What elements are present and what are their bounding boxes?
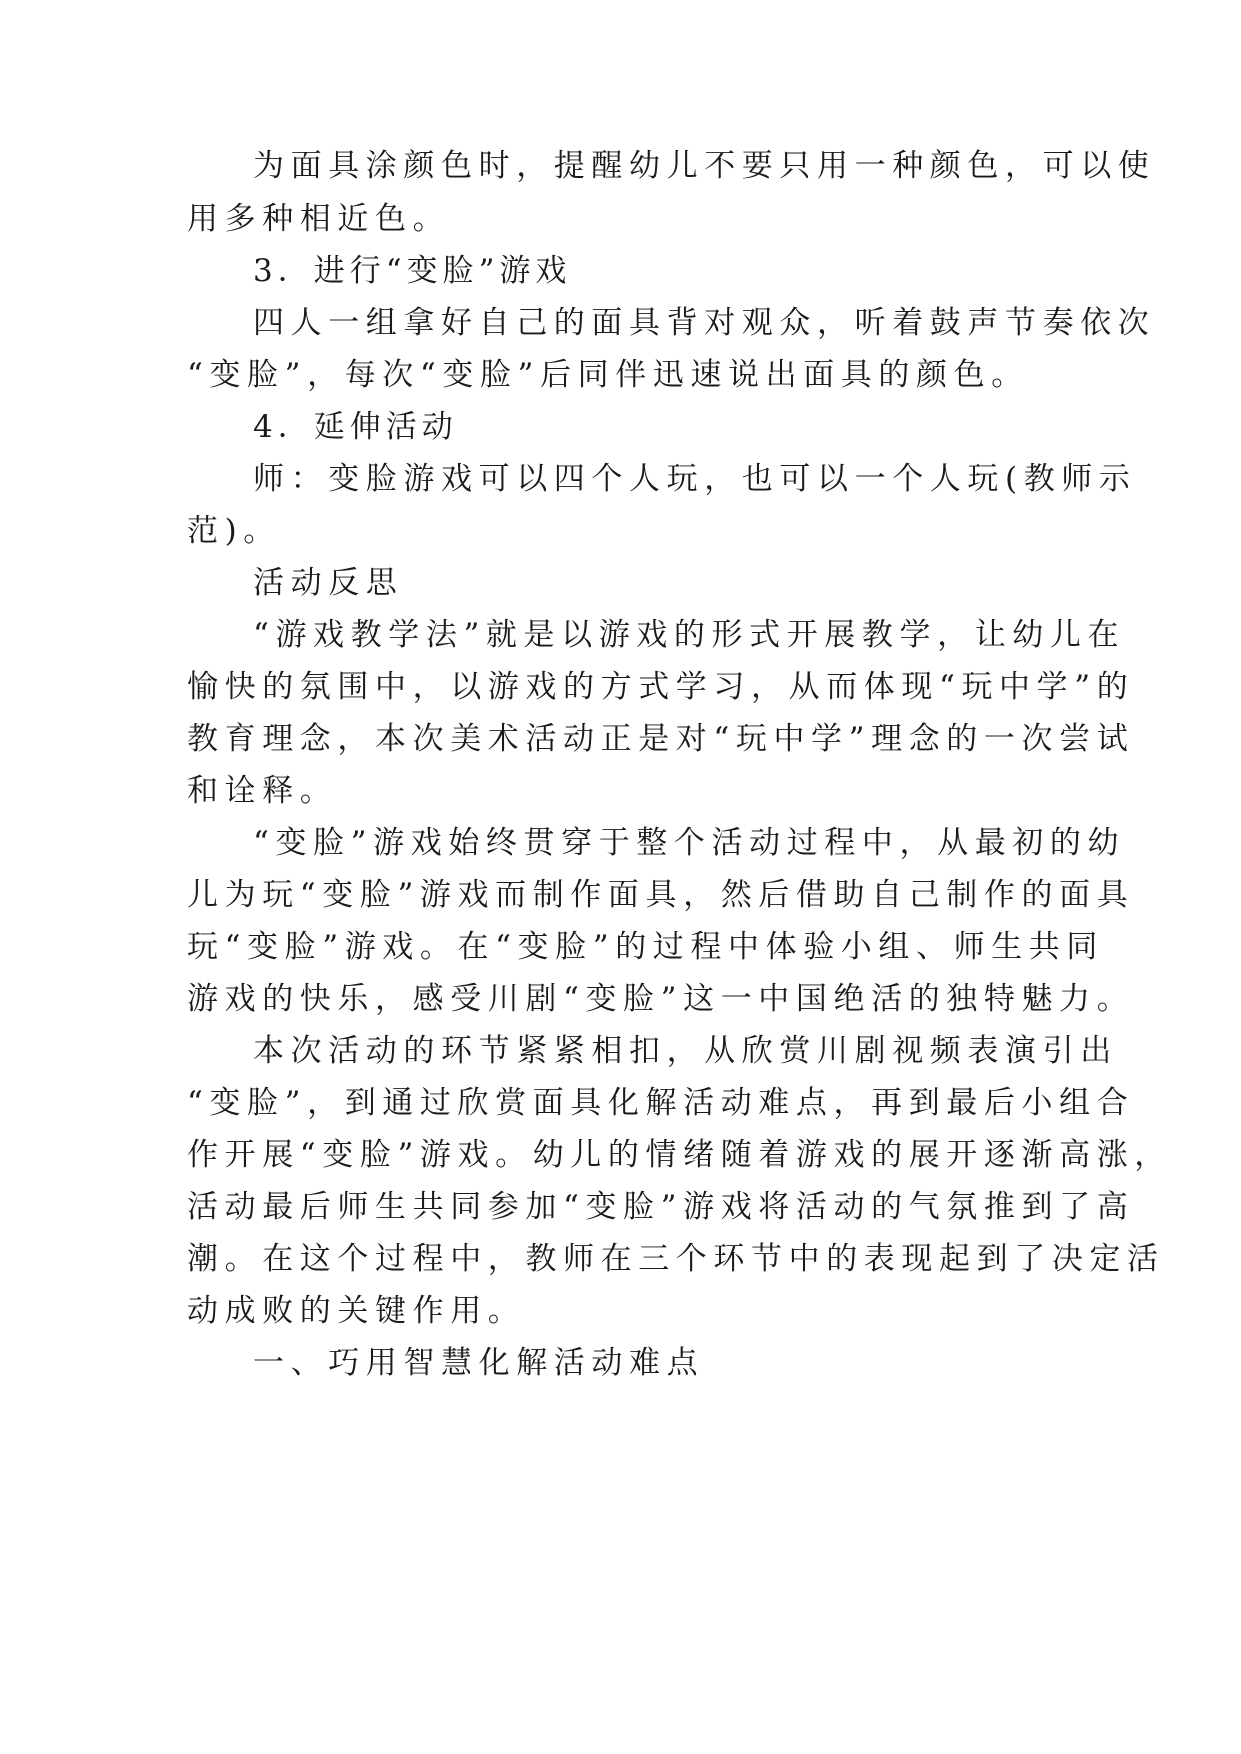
paragraph-line: 和诠释。 [187, 773, 338, 809]
section-heading: 活动反思 [253, 565, 404, 601]
section-heading: 4．延伸活动 [253, 409, 458, 445]
paragraph-line: 活动最后师生共同参加“变脸”游戏将活动的气氛推到了高 [187, 1189, 1135, 1225]
paragraph-line: 玩“变脸”游戏。在“变脸”的过程中体验小组、师生共同 [187, 929, 1104, 965]
paragraph-line: 师：变脸游戏可以四个人玩，也可以一个人玩(教师示 [253, 461, 1137, 497]
paragraph-line: 四人一组拿好自己的面具背对观众，听着鼓声节奏依次 [253, 305, 1156, 341]
paragraph-line: “变脸”游戏始终贯穿于整个活动过程中，从最初的幼 [253, 825, 1126, 861]
paragraph-line: 用多种相近色。 [187, 201, 451, 237]
paragraph-line: 动成败的关键作用。 [187, 1293, 526, 1329]
paragraph-line: “变脸”，到通过欣赏面具化解活动难点，再到最后小组合 [187, 1085, 1135, 1121]
paragraph-line: 教育理念，本次美术活动正是对“玩中学”理念的一次尝试 [187, 721, 1135, 757]
paragraph-line: 儿为玩“变脸”游戏而制作面具，然后借助自己制作的面具 [187, 877, 1135, 913]
paragraph-line: 愉快的氛围中，以游戏的方式学习，从而体现“玩中学”的 [187, 669, 1135, 705]
paragraph-line: “变脸”，每次“变脸”后同伴迅速说出面具的颜色。 [187, 357, 1029, 393]
section-heading: 3．进行“变脸”游戏 [253, 253, 572, 289]
paragraph-line: 潮。在这个过程中，教师在三个环节中的表现起到了决定活 [187, 1241, 1165, 1277]
section-heading: 一、巧用智慧化解活动难点 [253, 1345, 705, 1381]
paragraph-line: 范)。 [187, 513, 281, 549]
paragraph-line: 为面具涂颜色时，提醒幼儿不要只用一种颜色，可以使 [253, 148, 1156, 184]
paragraph-line: 游戏的快乐，感受川剧“变脸”这一中国绝活的独特魅力。 [187, 981, 1135, 1017]
paragraph-line: “游戏教学法”就是以游戏的形式开展教学，让幼儿在 [253, 617, 1126, 653]
paragraph-line: 作开展“变脸”游戏。幼儿的情绪随着游戏的展开逐渐高涨， [187, 1137, 1172, 1173]
paragraph-line: 本次活动的环节紧紧相扣，从欣赏川剧视频表演引出 [253, 1033, 1118, 1069]
